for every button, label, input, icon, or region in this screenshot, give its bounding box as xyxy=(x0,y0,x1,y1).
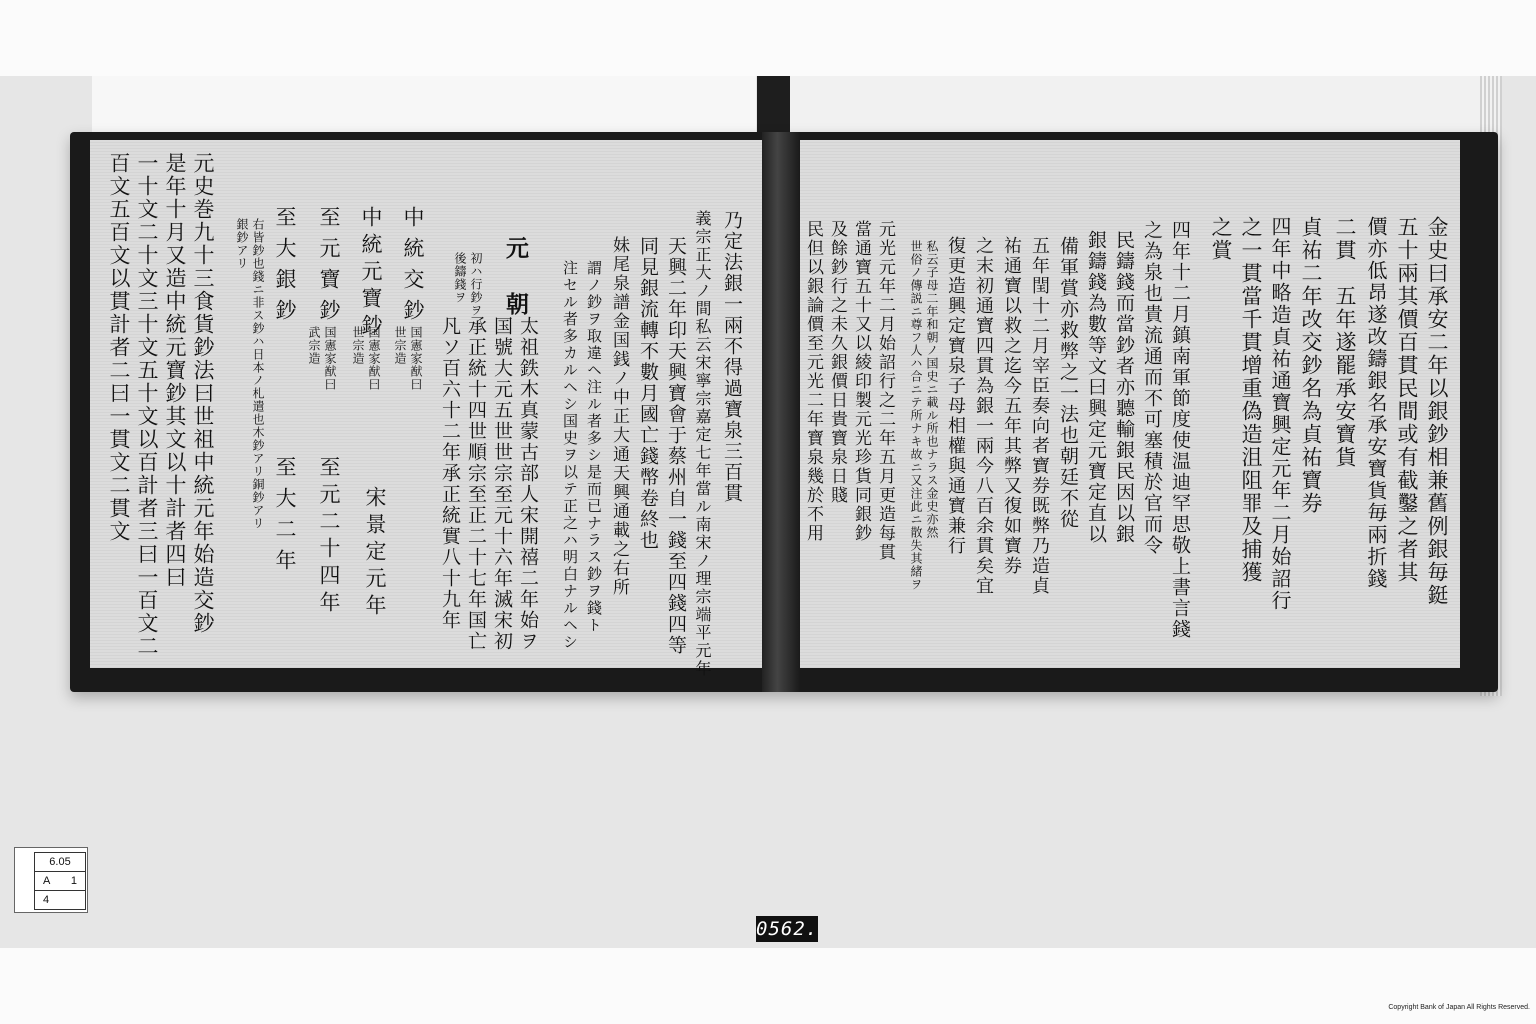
issue-year: 至大二年 xyxy=(273,456,297,580)
text-column: 同見銀流轉不數月國亡錢幣卷終也 xyxy=(637,236,659,551)
text-column: 百文五百文以貫計者二曰一貫文二貫文 xyxy=(107,152,131,543)
issue-year: 宋景定元年 xyxy=(363,486,387,621)
source-note: 国憲家猷曰 xyxy=(367,326,381,391)
text-column: 注セル者多カルヘシ国史ヲ以テ正之ハ明白ナルヘシ xyxy=(561,260,579,651)
text-column: 承正統十四世順宗至正二十七年国亡 xyxy=(465,316,487,652)
banknote-name: 至大銀鈔 xyxy=(273,206,297,330)
label-code: 6.05 xyxy=(35,853,85,872)
text-column: 銀鑄錢為數等文曰興定元寶定直以 xyxy=(1085,230,1107,545)
text-column: 五十兩其價百貫民間或有截鑿之者其 xyxy=(1395,216,1419,584)
source-note: 武宗造 xyxy=(307,326,321,365)
text-column: 凡ソ百六十二年承正統實八十九年 xyxy=(439,316,461,631)
source-note: 国憲家猷曰 xyxy=(409,326,423,391)
open-book xyxy=(70,132,1498,692)
text-column: 之一貫當千貫增重偽造沮阻罪及捕獲 xyxy=(1239,216,1263,584)
banknote-name: 至元寶鈔 xyxy=(317,206,341,330)
text-column: 天興二年印天興寶會于蔡州自一錢至四錢四等 xyxy=(665,236,687,656)
text-column: 義宗正大ノ間私云宋寧宗嘉定七年當ル南宋ノ理宗端平元年 xyxy=(693,210,712,678)
archive-label xyxy=(14,847,88,913)
text-column: 之末初通寶四貫為銀一兩今八百余貫矣宜 xyxy=(973,236,994,596)
text-column: 貞祐二年改交鈔名為貞祐寶券 xyxy=(1299,216,1323,515)
source-note: 国憲家猷曰 xyxy=(323,326,337,391)
archive-label-table xyxy=(34,852,86,910)
text-column: 民鑄錢而當鈔者亦聽輸銀民因以銀 xyxy=(1113,230,1135,545)
text-column: 復更造興定寶泉子母相權與通寶兼行 xyxy=(945,236,966,556)
text-column: 元光元年二月始詔行之二年五月更造每貫 xyxy=(875,220,895,562)
text-column: 五年閏十二月宰臣奏向者寶券既弊乃造貞 xyxy=(1029,236,1050,596)
source-note: 世宗造 xyxy=(351,326,365,365)
text-column: 祐通寶以救之迄今五年其弊又復如寶券 xyxy=(1001,236,1022,576)
text-column: 之為泉也貴流通而不可塞積於官而令 xyxy=(1141,220,1163,556)
text-column: 是年十月又造中統元寶鈔其文以十計者四曰 xyxy=(163,152,187,589)
text-column: 四年中略造貞祐通寶興定元年二月始詔行 xyxy=(1268,216,1292,612)
text-column: 妹尾泉譜金国銭ノ中正大通天興通載之右所 xyxy=(609,236,629,597)
text-column: 備軍賞亦救弊之一法也朝廷不從 xyxy=(1057,236,1079,530)
right-page xyxy=(800,140,1460,668)
source-note: 世宗造 xyxy=(393,326,407,365)
banknote-name: 中統交鈔 xyxy=(401,206,425,330)
section-title: 元 朝 xyxy=(502,236,529,320)
label-number: 1 xyxy=(70,875,77,887)
annotation-column: 銀鈔アリ xyxy=(235,218,249,270)
text-column: 謂ノ鈔ヲ取違ヘ注ル者多シ是而已ナラス鈔ヲ錢ト xyxy=(585,260,603,634)
text-column: 国號大元五世世宗至元十六年滅宋初 xyxy=(491,316,513,652)
book-gutter xyxy=(762,132,800,692)
label-series: A xyxy=(43,875,51,887)
text-column: 之賞 xyxy=(1209,216,1233,262)
text-column: 乃定法銀一兩不得過寶泉三百貫 xyxy=(721,210,743,504)
text-column: 價亦低昂遂改鑄銀名承安寶貨毎兩折錢 xyxy=(1364,216,1388,590)
text-column: 太祖鉄木真蒙古部人宋開禧二年始ヲ xyxy=(517,316,539,652)
annotation-column: 私云子母二年和朝ノ国史ニ載ル所也ナラス金史亦然 xyxy=(925,240,939,539)
text-column: 金史曰承安二年以銀鈔相兼舊例銀毎鋌 xyxy=(1425,216,1449,607)
annotation-column: 初ハ行鈔ヲ xyxy=(469,252,483,317)
text-column: 民但以銀論價至元光二年寶泉幾於不用 xyxy=(803,220,823,543)
text-column: 四年十二月鎮南軍節度使温迪罕思敬上書言錢 xyxy=(1169,220,1191,640)
text-column: 及餘鈔行之未久銀價日貴寶泉日賤 xyxy=(827,220,847,505)
annotation-column: 世俗ノ傳説ニ尊フ人ハ合ニテ所ナキ故ニ又注此ニ散失其緒ヲ xyxy=(909,240,923,591)
text-column: 當通寶五十又以綾印製元光珍貨同銀鈔 xyxy=(851,220,871,543)
left-page xyxy=(90,140,762,678)
text-column: 一十文二十文三十文五十文以百計者三曰一百文二 xyxy=(135,152,159,658)
annotation-column: 後鑄錢ヲ xyxy=(453,252,467,304)
frame-number: 0562. xyxy=(756,918,819,940)
text-column: 元史巻九十三食貨鈔法曰世祖中統元年始造交鈔 xyxy=(191,152,215,635)
annotation-column: 右皆鈔也錢ニ非ス鈔ハ日本ノ札遣也木鈔アリ銅鈔アリ xyxy=(251,218,265,530)
text-column: 二貫 五年遂罷承安寶貨 xyxy=(1333,216,1357,469)
label-series-row xyxy=(35,872,85,891)
label-sheet: 4 xyxy=(43,894,50,906)
banknote-name: 中統元寶鈔 xyxy=(359,206,383,341)
copyright-notice: Copyright Bank of Japan All Rights Reserved. xyxy=(1388,1004,1530,1011)
issue-year: 至元二十四年 xyxy=(317,456,341,618)
